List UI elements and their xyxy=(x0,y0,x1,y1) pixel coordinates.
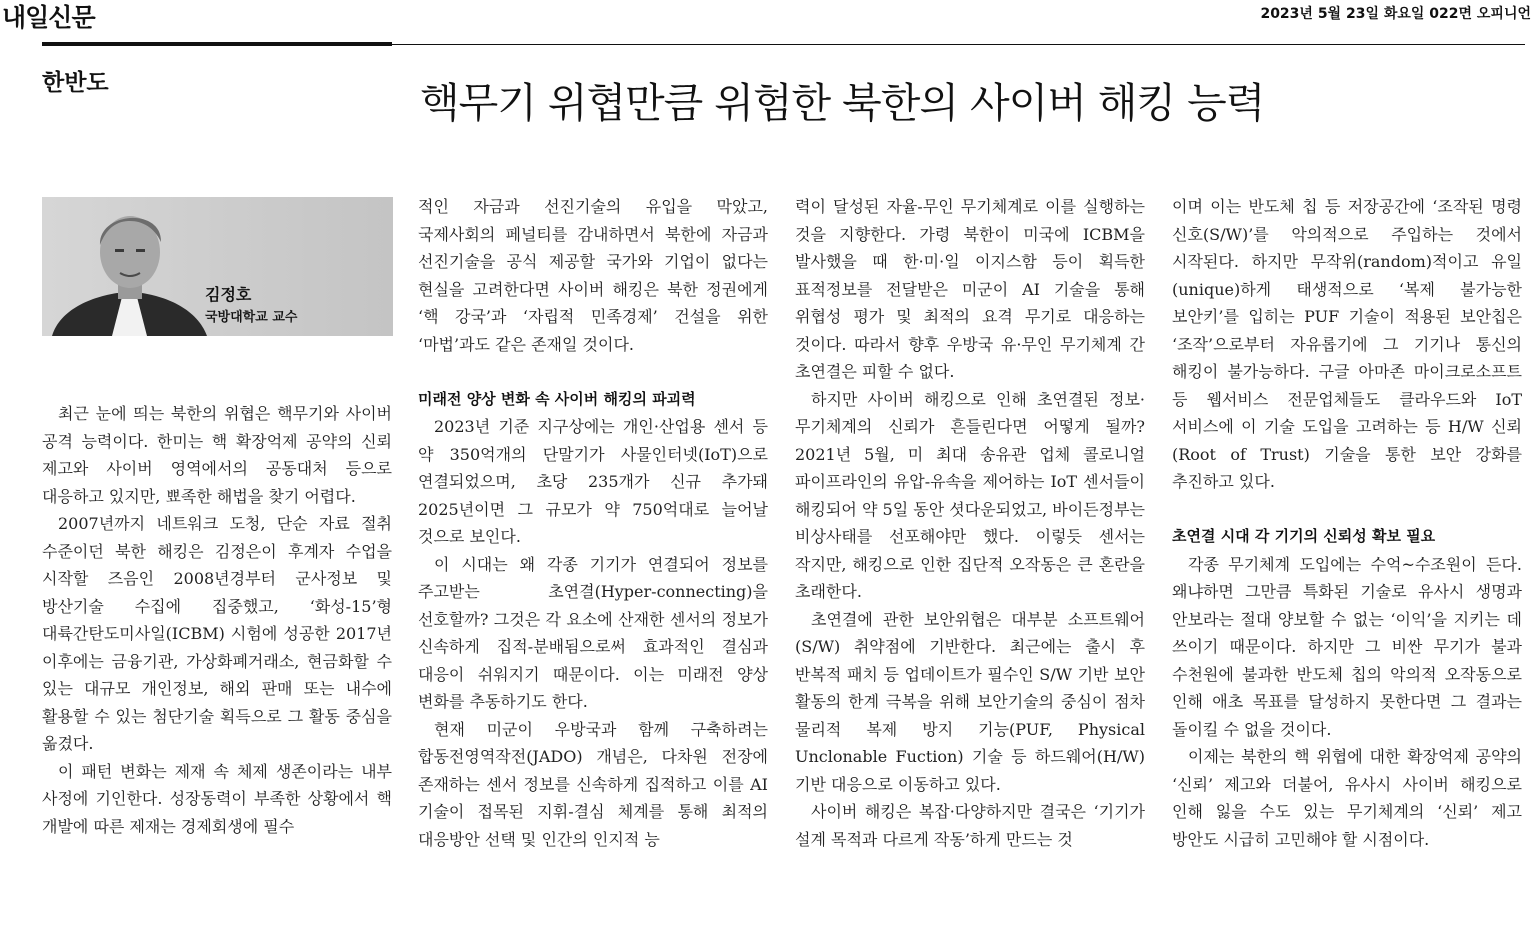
section-rule-thick xyxy=(42,42,392,46)
paragraph: 이제는 북한의 핵 위협에 대한 확장억제 공약의 ‘신뢰’ 제고와 더불어, 유사시 사이버 해킹으로 인해 잃을 수도 있는 무기체계의 ‘신뢰’ 제고 방안도 시급히 고민해야 할 시점이다. xyxy=(1172,747,1522,849)
article-column-3 xyxy=(795,193,1145,853)
article-column-2 xyxy=(418,193,768,853)
dateline: 2023년 5월 23일 화요일 022면 오피니언 xyxy=(1260,6,1531,22)
subheading: 초연결 시대 각 기기의 신뢰성 확보 필요 xyxy=(1172,527,1436,545)
author-name: 김정호 xyxy=(205,285,252,304)
article-headline: 핵무기 위협만큼 위험한 북한의 사이버 해킹 능력 xyxy=(420,79,1265,127)
paragraph: 이 시대는 왜 각종 기기가 연결되어 정보를 주고받는 초연결(Hyper-connecting)을 선호할까? 그것은 각 요소에 산재한 센서의 정보가 신속하게 집적-분배됨으로써 효과적인 결심과 대응이 쉬워지기 때문이다. 이는 미래전 양상 변화를 추동하기도 한다. xyxy=(418,554,768,711)
paragraph: 이 패턴 변화는 제재 속 체제 생존이라는 내부 사정에 기인한다. 성장동력이 부족한 상황에서 핵 개발에 따른 제재는 경제회생에 필수 xyxy=(42,761,392,836)
masthead xyxy=(0,0,1539,30)
article-column-4 xyxy=(1172,193,1522,853)
author-title: 국방대학교 교수 xyxy=(205,310,298,325)
section-rule-thin xyxy=(392,44,1525,45)
paragraph: 사이버 해킹은 복잡·다양하지만 결국은 ‘기기가 설계 목적과 다르게 작동’하게 만드는 것 xyxy=(795,802,1145,849)
paragraph: 현재 미군이 우방국과 함께 구축하려는 합동전영역작전(JADO) 개념은, 다차원 전장에 존재하는 센서 정보를 신속하게 집적하고 이를 AI 기술이 접목된 지휘-결심 체계를 통해 최적의 대응방안 선택 및 인간의 인지적 능 xyxy=(418,719,768,849)
newspaper-logo: 내일신문 xyxy=(2,3,95,32)
paragraph: 하지만 사이버 해킹으로 인해 초연결된 정보·무기체계의 신뢰가 흔들린다면 어떻게 될까? 2021년 5월, 미 최대 송유관 업체 콜로니얼 파이프라인의 유압-유속을 제어하는 IoT 센서들이 해킹되어 약 5일 동안 셧다운되었고, 바이든정부는 비상사태를 선포해야만 했다. 이렇듯 센서는 작지만, 해킹으로 인한 집단적 오작동은 큰 혼란을 초래한다. xyxy=(795,389,1145,601)
paragraph-continued: 적인 자금과 선진기술의 유입을 막았고, 국제사회의 페널티를 감내하면서 북한에 자금과 선진기술을 공식 제공할 국가와 기업이 없다는 현실을 고려한다면 사이버 해킹은 북한 정권에게 ‘핵 강국’과 ‘자립적 민족경제’ 건설을 위한 ‘마법’과도 같은 존재일 것이다. xyxy=(418,197,768,354)
section-label: 한반도 xyxy=(42,70,109,96)
paragraph: 초연결에 관한 보안위협은 대부분 소프트웨어(S/W) 취약점에 기반한다. 최근에는 출시 후 반복적 패치 등 업데이트가 필수인 S/W 기반 보안 활동의 한계 극복을 위해 보안기술의 중심이 점차 물리적 복제 방지 기능(PUF, Physical Unclonable Fuction) 기술 등 하드웨어(H/W) 기반 대응으로 이동하고 있다. xyxy=(795,609,1145,794)
paragraph: 최근 눈에 띄는 북한의 위협은 핵무기와 사이버 공격 능력이다. 한미는 핵 확장억제 공약의 신뢰 제고와 사이버 영역에서의 공동대처 등으로 대응하고 있지만, 뾰족한 해법을 찾기 어렵다. xyxy=(42,404,392,506)
paragraph-continued: 력이 달성된 자율-무인 무기체계로 이를 실행하는 것을 지향한다. 가령 북한이 미국에 ICBM을 발사했을 때 한·미·일 이지스함 등이 획득한 표적정보를 전달받은 미군이 AI 기술을 통해 위협성 평가 및 최적의 요격 무기로 대응하는 것이다. 따라서 향후 우방국 유·무인 무기체계 간 초연결은 피할 수 없다. xyxy=(795,197,1145,381)
paragraph: 각종 무기체계 도입에는 수억~수조원이 든다. 왜냐하면 그만큼 특화된 기술로 유사시 생명과 안보라는 절대 양보할 수 없는 ‘이익’을 지키는 데 쓰이기 때문이다. 하지만 그 비싼 무기가 불과 수천원에 불과한 반도체 칩의 악의적 오작동으로 인해 애초 목표를 달성하지 못한다면 그 결과는 돌이킬 수 없을 것이다. xyxy=(1172,554,1522,739)
paragraph: 2007년까지 네트워크 도청, 단순 자료 절취 수준이던 북한 해킹은 김정은이 후계자 수업을 시작할 즈음인 2008년경부터 군사정보 및 방산기술 수집에 집중했고, ‘화성-15’형 대륙간탄도미사일(ICBM) 시험에 성공한 2017년 이후에는 금융기관, 가상화폐거래소, 현금화할 수 있는 대규모 개인정보, 해외 판매 또는 내수에 활용할 수 있는 첨단기술 획득으로 그 활동 중심을 옮겼다. xyxy=(42,514,392,753)
article-column-1 xyxy=(42,400,392,840)
subheading: 미래전 양상 변화 속 사이버 해킹의 파괴력 xyxy=(418,389,696,408)
paragraph-continued: 이며 이는 반도체 칩 등 저장공간에 ‘조작된 명령 신호(S/W)’를 악의적으로 주입하는 것에서 시작된다. 하지만 무작위(random)적이고 유일(unique)하게 태생적으로 ‘복제 불가능한 보안키’를 입히는 PUF 기술이 적용된 보안칩은 ‘조작’으로부터 자유롭기에 그 기기나 통신의 해킹이 불가능하다. 구글 아마존 마이크로소프트 등 웹서비스 전문업체들도 클라우드와 IoT 서비스에 이 기술 도입을 고려하는 등 H/W 신뢰(Root of Trust) 기술을 통한 보안 강화를 추진하고 있다. xyxy=(1172,197,1522,491)
paragraph: 2023년 기준 지구상에는 개인·산업용 센서 등 약 350억개의 단말기가 사물인터넷(IoT)으로 연결되었으며, 초당 235개가 신규 추가돼 2025년이면 그 규모가 약 750억대로 늘어날 것으로 보인다. xyxy=(418,417,768,546)
